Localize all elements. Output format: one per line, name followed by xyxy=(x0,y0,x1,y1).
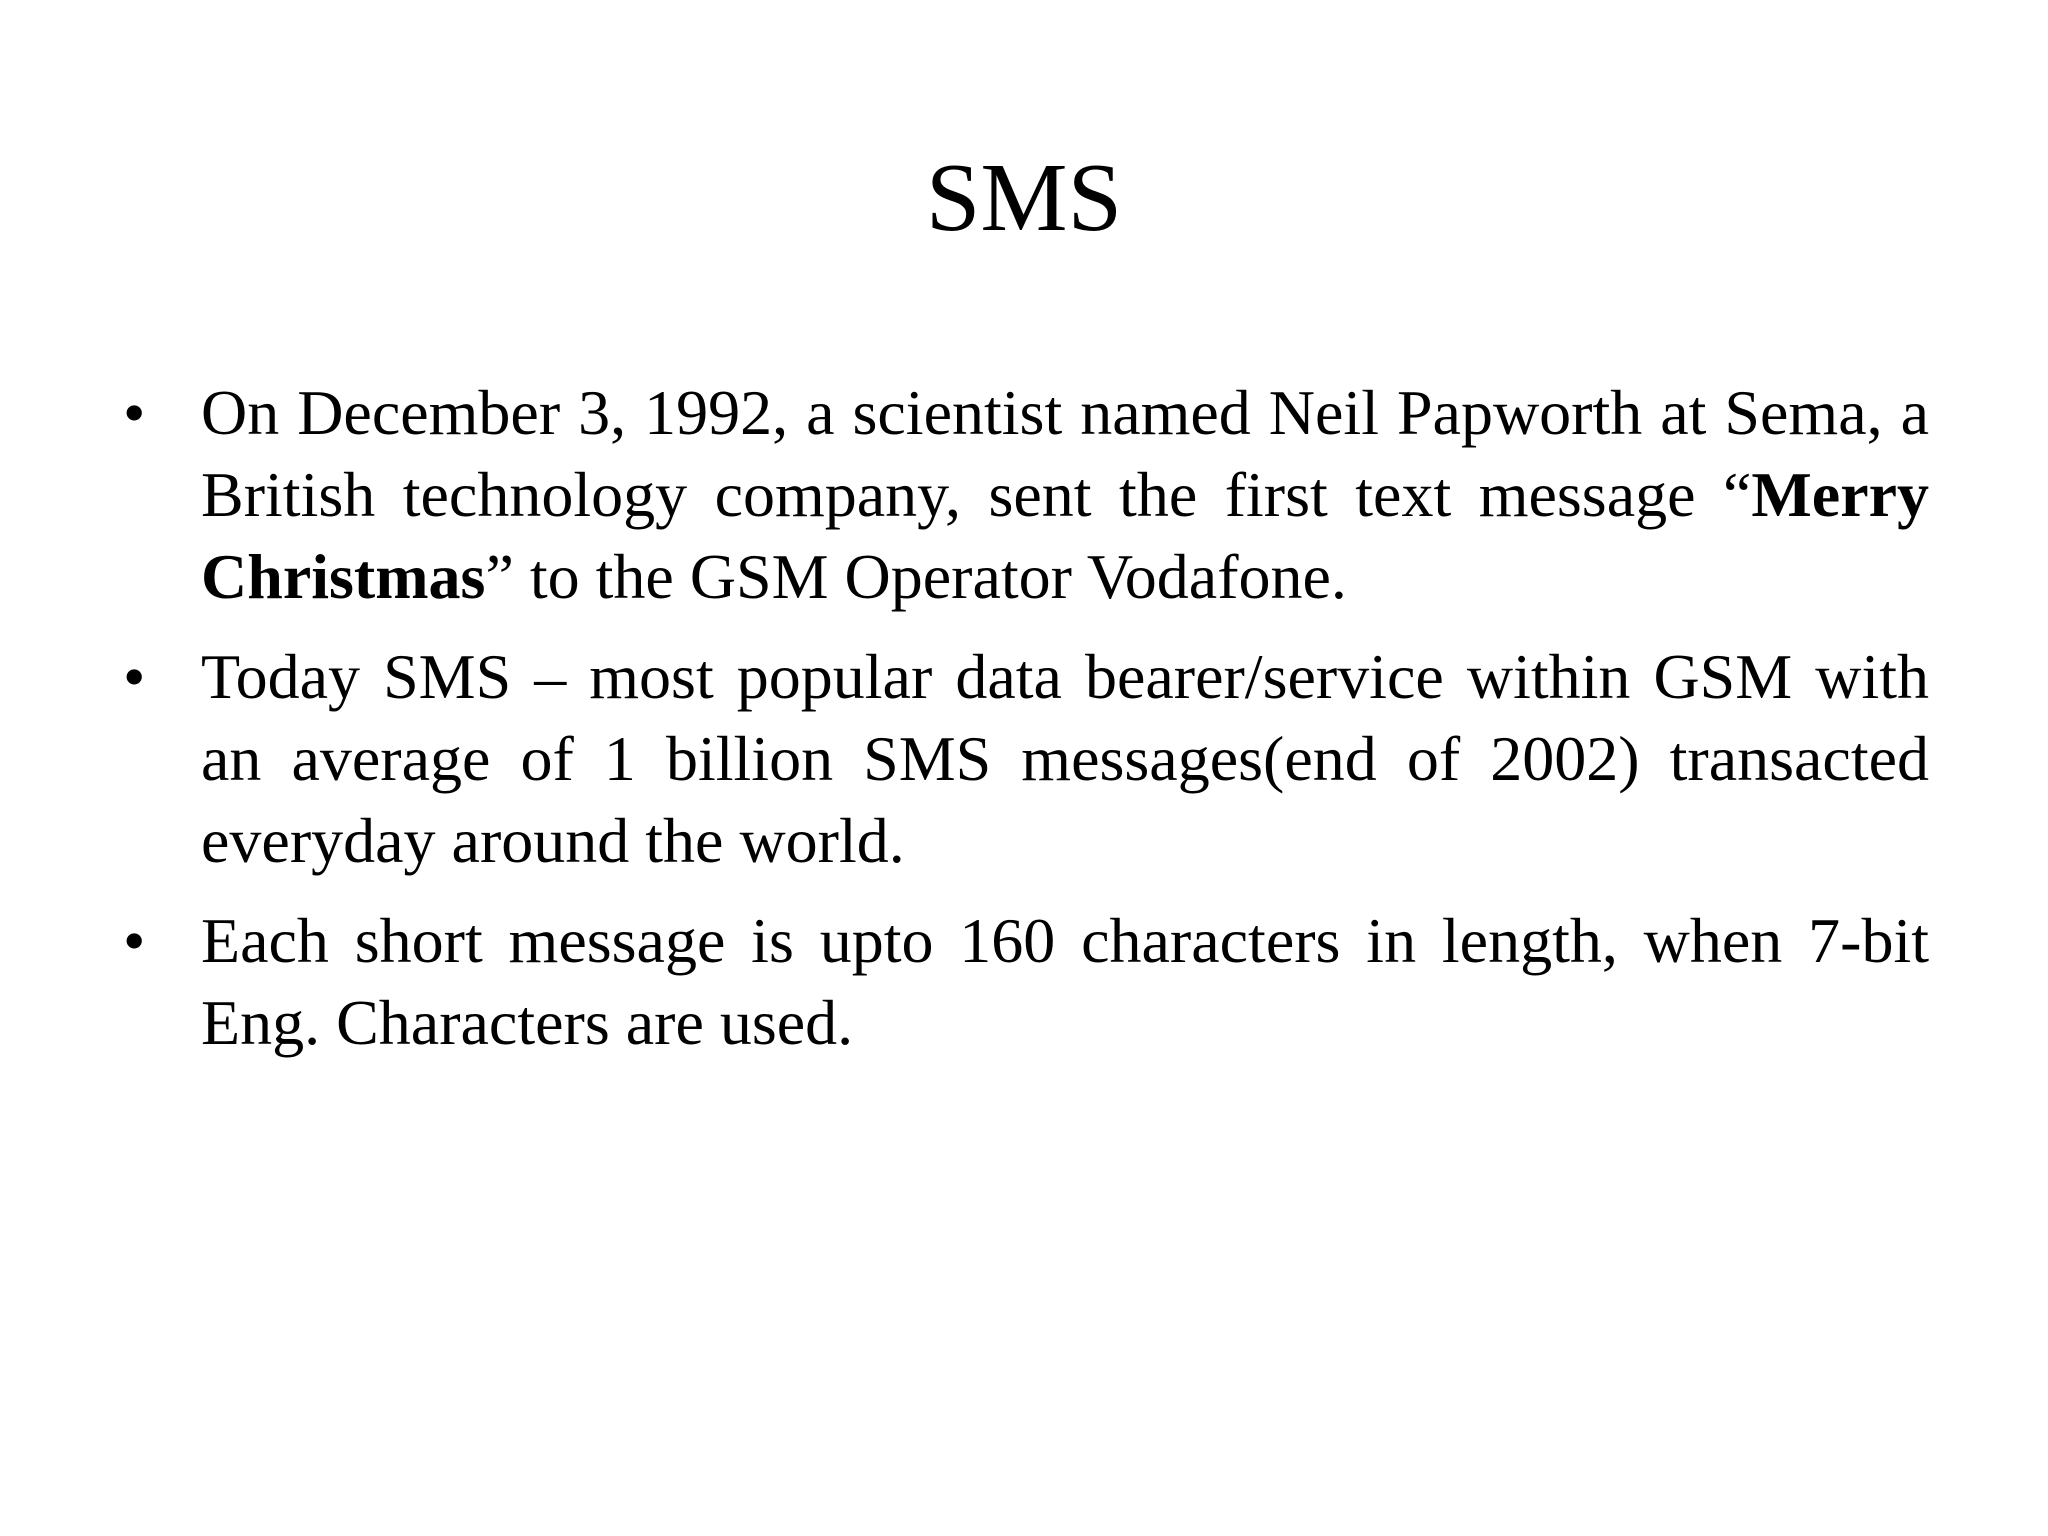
bullet-icon: • xyxy=(123,641,146,712)
bullet-text: Each short message is upto 160 characters in length, when 7-bit Eng. Characters are used. xyxy=(201,905,1929,1058)
bullet-text-emphasis: Merry Christmas xyxy=(201,459,1929,612)
bullet-icon: • xyxy=(123,377,146,448)
bullet-list xyxy=(121,372,1929,1082)
slide-title: SMS xyxy=(925,144,1123,252)
list-item xyxy=(121,372,1929,618)
bullet-text-intro: On December 3, 1992, a scientist named Neil Papworth at Sema, a British technology company, sent the first text message “ xyxy=(201,377,1929,530)
list-item xyxy=(121,636,1929,882)
bullet-text-end: ” to the GSM Operator Vodafone. xyxy=(485,541,1347,612)
bullet-text: Today SMS – most popular data bearer/service within GSM with an average of 1 billion SMS messages(end of 2002) transacted everyday around the world. xyxy=(201,641,1929,876)
bullet-icon: • xyxy=(123,905,146,976)
list-item xyxy=(121,900,1929,1064)
